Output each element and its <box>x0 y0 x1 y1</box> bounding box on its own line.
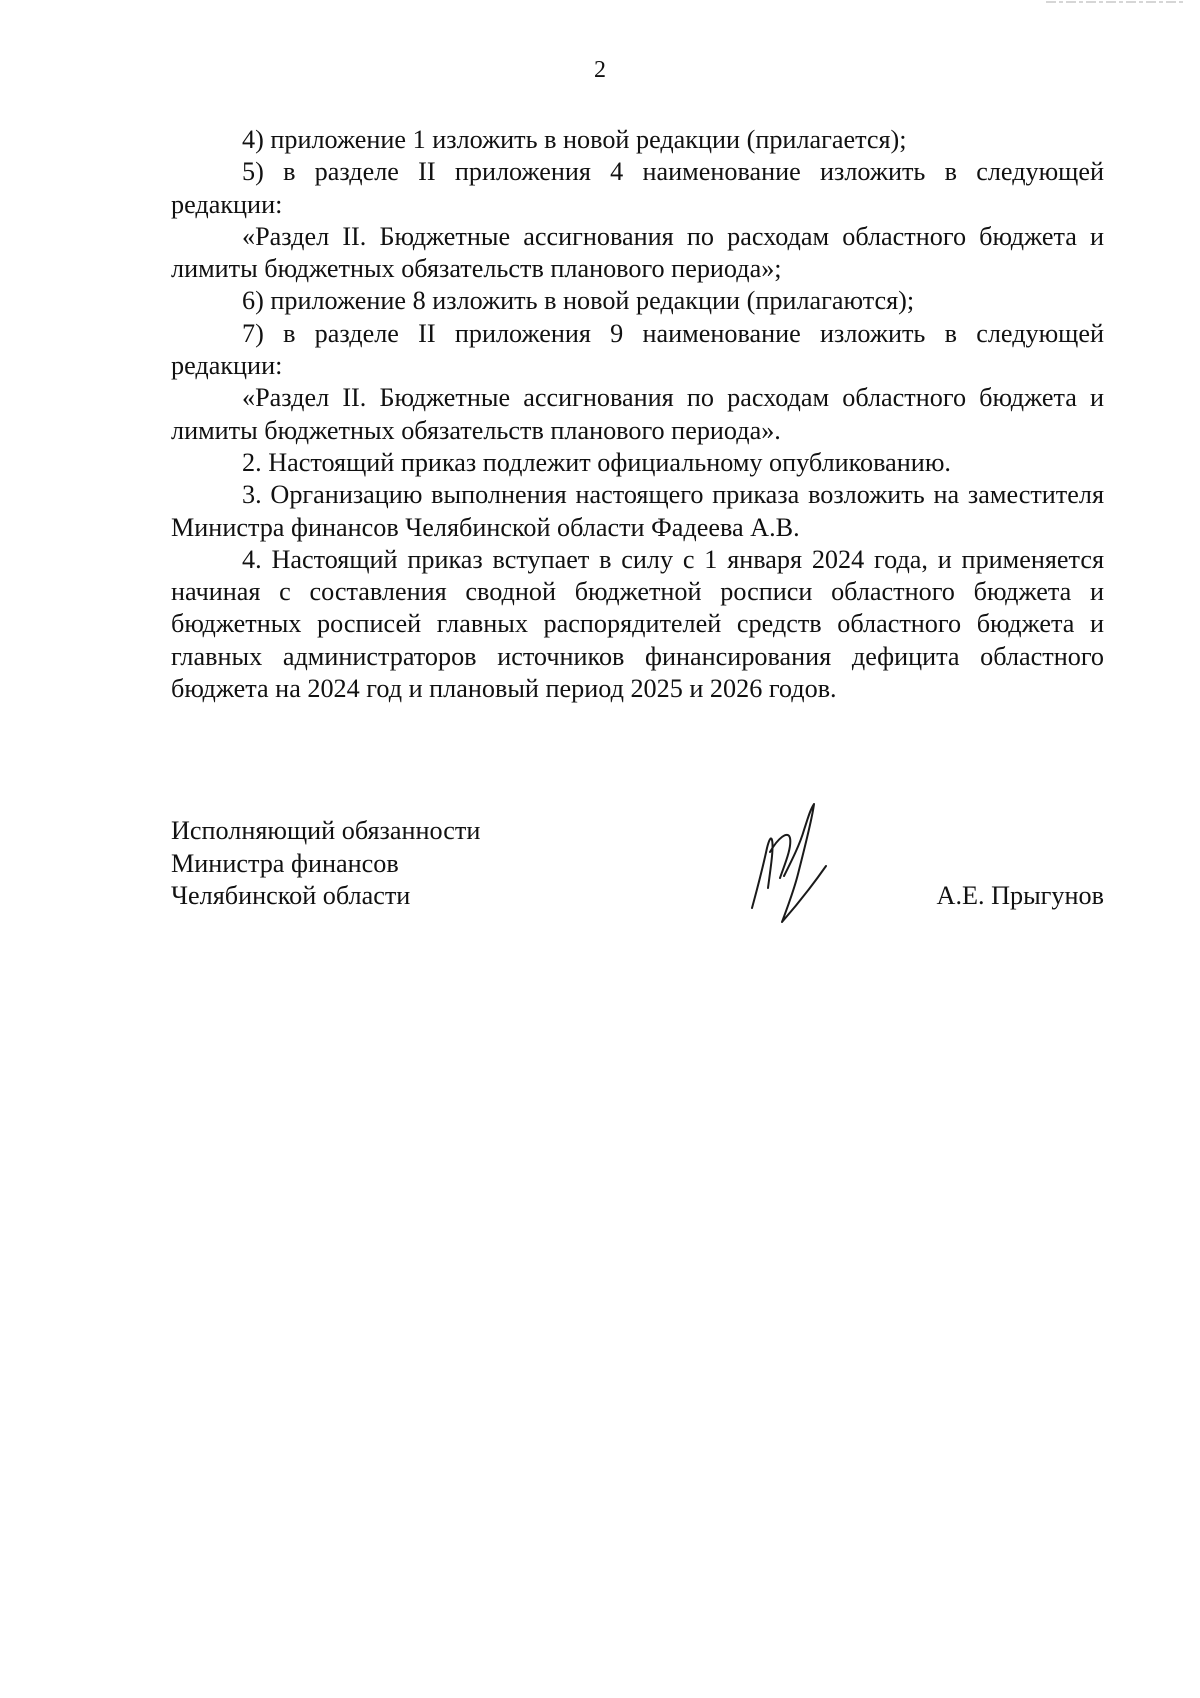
paragraph-clause-3: 3. Организацию выполнения настоящего приказа возложить на заместителя Министра финансов Челябинской области Фадеева А.В. <box>171 480 1104 542</box>
page-number: 2 <box>594 57 606 83</box>
handwritten-signature <box>740 790 830 930</box>
paragraph-item-5: 5) в разделе II приложения 4 наименование изложить в следующей редакции: <box>171 157 1104 219</box>
signer-position-line: Исполняющий обязанности <box>171 816 481 845</box>
paragraph-clause-2: 2. Настоящий приказ подлежит официальному опубликованию. <box>242 447 951 477</box>
scan-edge-mark <box>986 0 1186 6</box>
paragraph-clause-4: 4. Настоящий приказ вступает в силу с 1 января 2024 года, и применяется начиная с составления сводной бюджетной росписи областного бюджета и бюджетных росписей главных распорядителей средств областного бюджета и главных администраторов источников финансирования дефицита областного бюджета на 2024 год и плановый период 2025 и 2026 годов. <box>171 544 1104 704</box>
paragraph-item-6: 6) приложение 8 изложить в новой редакции (прилагаются); <box>242 286 915 316</box>
paragraph-quote-section-2-b: «Раздел II. Бюджетные ассигнования по расходам областного бюджета и лимиты бюджетных обязательств планового периода». <box>171 383 1104 445</box>
document-body <box>171 124 1104 705</box>
signature-block <box>171 815 1104 935</box>
signer-position-line: Челябинской области <box>171 881 411 910</box>
signer-name: А.Е. Прыгунов <box>936 881 1104 910</box>
paragraph-quote-section-2-a: «Раздел II. Бюджетные ассигнования по расходам областного бюджета и лимиты бюджетных обязательств планового периода»; <box>171 221 1104 284</box>
signer-position <box>171 815 480 913</box>
paragraph-item-7: 7) в разделе II приложения 9 наименование изложить в следующей редакции: <box>171 318 1104 381</box>
signer-position-line: Министра финансов <box>171 848 399 878</box>
paragraph-item-4: 4) приложение 1 изложить в новой редакции (прилагается); <box>242 125 907 154</box>
